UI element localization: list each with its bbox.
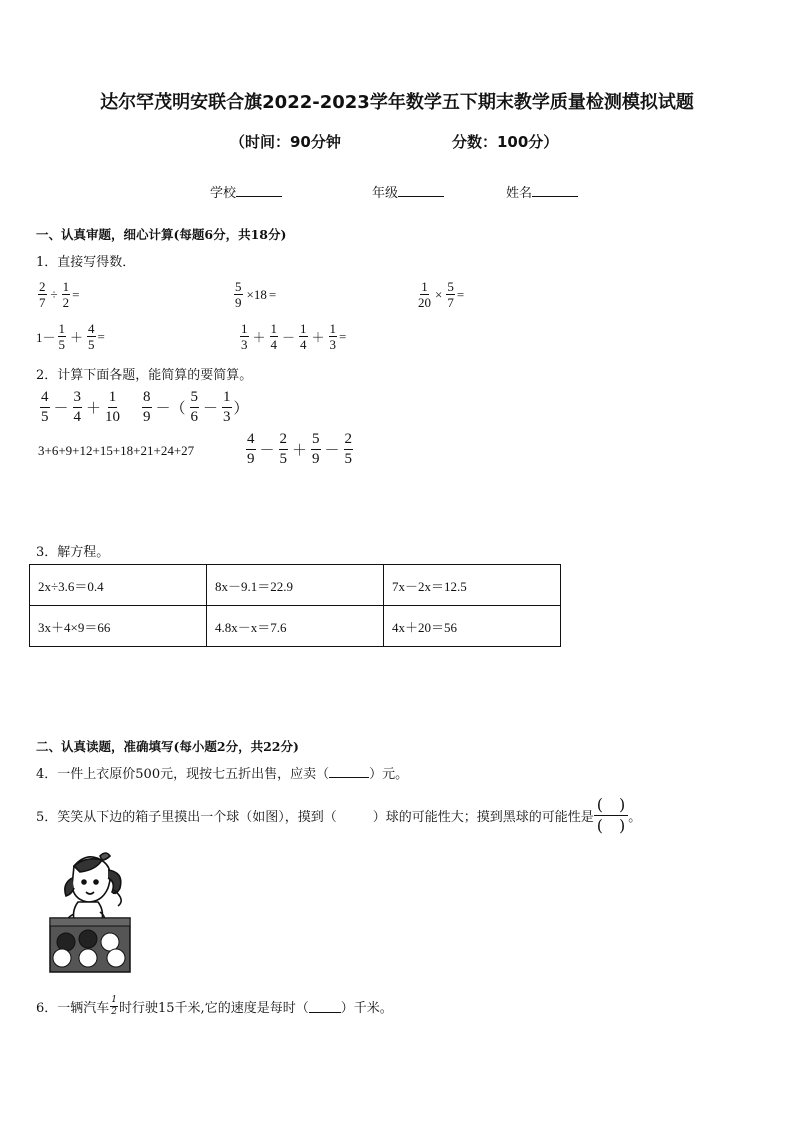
q1-item-4: 1－ $\frac{1}{5}$ ＋ $\frac{4}{5}$ = (36, 321, 105, 352)
q6-blank[interactable] (309, 1001, 341, 1013)
q4-blank[interactable] (329, 766, 369, 778)
equation-cell: 4x＋20＝56 (384, 606, 561, 647)
q2-expr-4: $\frac{4}{9}$ － $\frac{2}{5}$ ＋ $\frac{5}{9}$ － $\frac{2}{5}$ (247, 431, 353, 467)
school-field[interactable]: 学校 (210, 182, 282, 201)
q1-item-5: $\frac{1}{3}$ ＋ $\frac{1}{4}$ － $\frac{1}{4}$ ＋ $\frac{1}{3}$ = (241, 321, 347, 352)
q2-expr-3: 3+6+9+12+15+18+21+24+27 (38, 443, 195, 458)
section1-title: 一、认真审题，细心计算(每题6分，共18分) (36, 227, 287, 242)
white-ball (53, 949, 71, 967)
white-ball (107, 949, 125, 967)
black-ball (57, 933, 75, 951)
girl-with-ball-box-illustration (44, 848, 134, 973)
q1-item-2: $\frac{5}{9}$ ×18 = (235, 279, 277, 310)
q1-item-3: $\frac{1}{20}$ × $\frac{5}{7}$ = (418, 279, 465, 310)
girl-figure (65, 853, 121, 924)
q3-label: 3．解方程。 (36, 545, 110, 560)
q2-expr-2: $\frac{8}{9}$ －（ $\frac{5}{6}$ － $\frac{1}{3}$ ） (143, 389, 249, 425)
equation-cell: 2x÷3.6＝0.4 (30, 565, 207, 606)
white-ball (79, 949, 97, 967)
section2-title: 二、认真读题，准确填写(每小题2分，共22分) (36, 739, 299, 754)
black-ball (79, 930, 97, 948)
page-title: 达尔罕茂明安联合旗2022-2023学年数学五下期末教学质量检测模拟试题 (100, 92, 694, 113)
q6-fraction: $\frac{1}{2}$ (111, 995, 118, 1017)
table-row (30, 565, 561, 606)
q1-item-1: $\frac{2}{7}$ ÷ $\frac{1}{2}$ = (39, 279, 80, 310)
equation-cell: 4.8x－x＝7.6 (207, 606, 384, 647)
equation-cell: 8x－9.1＝22.9 (207, 565, 384, 606)
white-ball (101, 933, 119, 951)
exam-time: （时间：90分钟 (230, 133, 341, 151)
q1-label: 1．直接写得数． (36, 255, 136, 270)
equation-table (29, 564, 561, 647)
q2-label: 2．计算下面各题，能简算的要简算。 (36, 368, 253, 383)
q5-fraction-blank[interactable]: $\frac{( )}{( )}$ (594, 797, 629, 834)
grade-field[interactable]: 年级 (372, 182, 444, 201)
exam-score: 分数：100分） (452, 133, 559, 151)
q5-text: 5．笑笑从下边的箱子里摸出一个球（如图），摸到（ ）球的可能性大；摸到黑球的可能性是 $\frac{( )}{( )}$ 。 (36, 795, 642, 835)
equation-cell: 3x＋4×9＝66 (30, 606, 207, 647)
q4-text: 4．一件上衣原价500元，现按七五折出售，应卖（ ）元。 (36, 767, 409, 782)
q2-expr-1: $\frac{4}{5}$ － $\frac{3}{4}$ ＋ $\frac{1}{10}$ (41, 389, 121, 425)
ball-box (50, 918, 130, 972)
table-row (30, 606, 561, 647)
name-field[interactable]: 姓名 (506, 182, 578, 201)
q6-text: 6．一辆汽车 $\frac{1}{2}$ 时行驶15千米,它的速度是每时（ ）千米。 (36, 995, 393, 1017)
equation-cell: 7x－2x＝12.5 (384, 565, 561, 606)
